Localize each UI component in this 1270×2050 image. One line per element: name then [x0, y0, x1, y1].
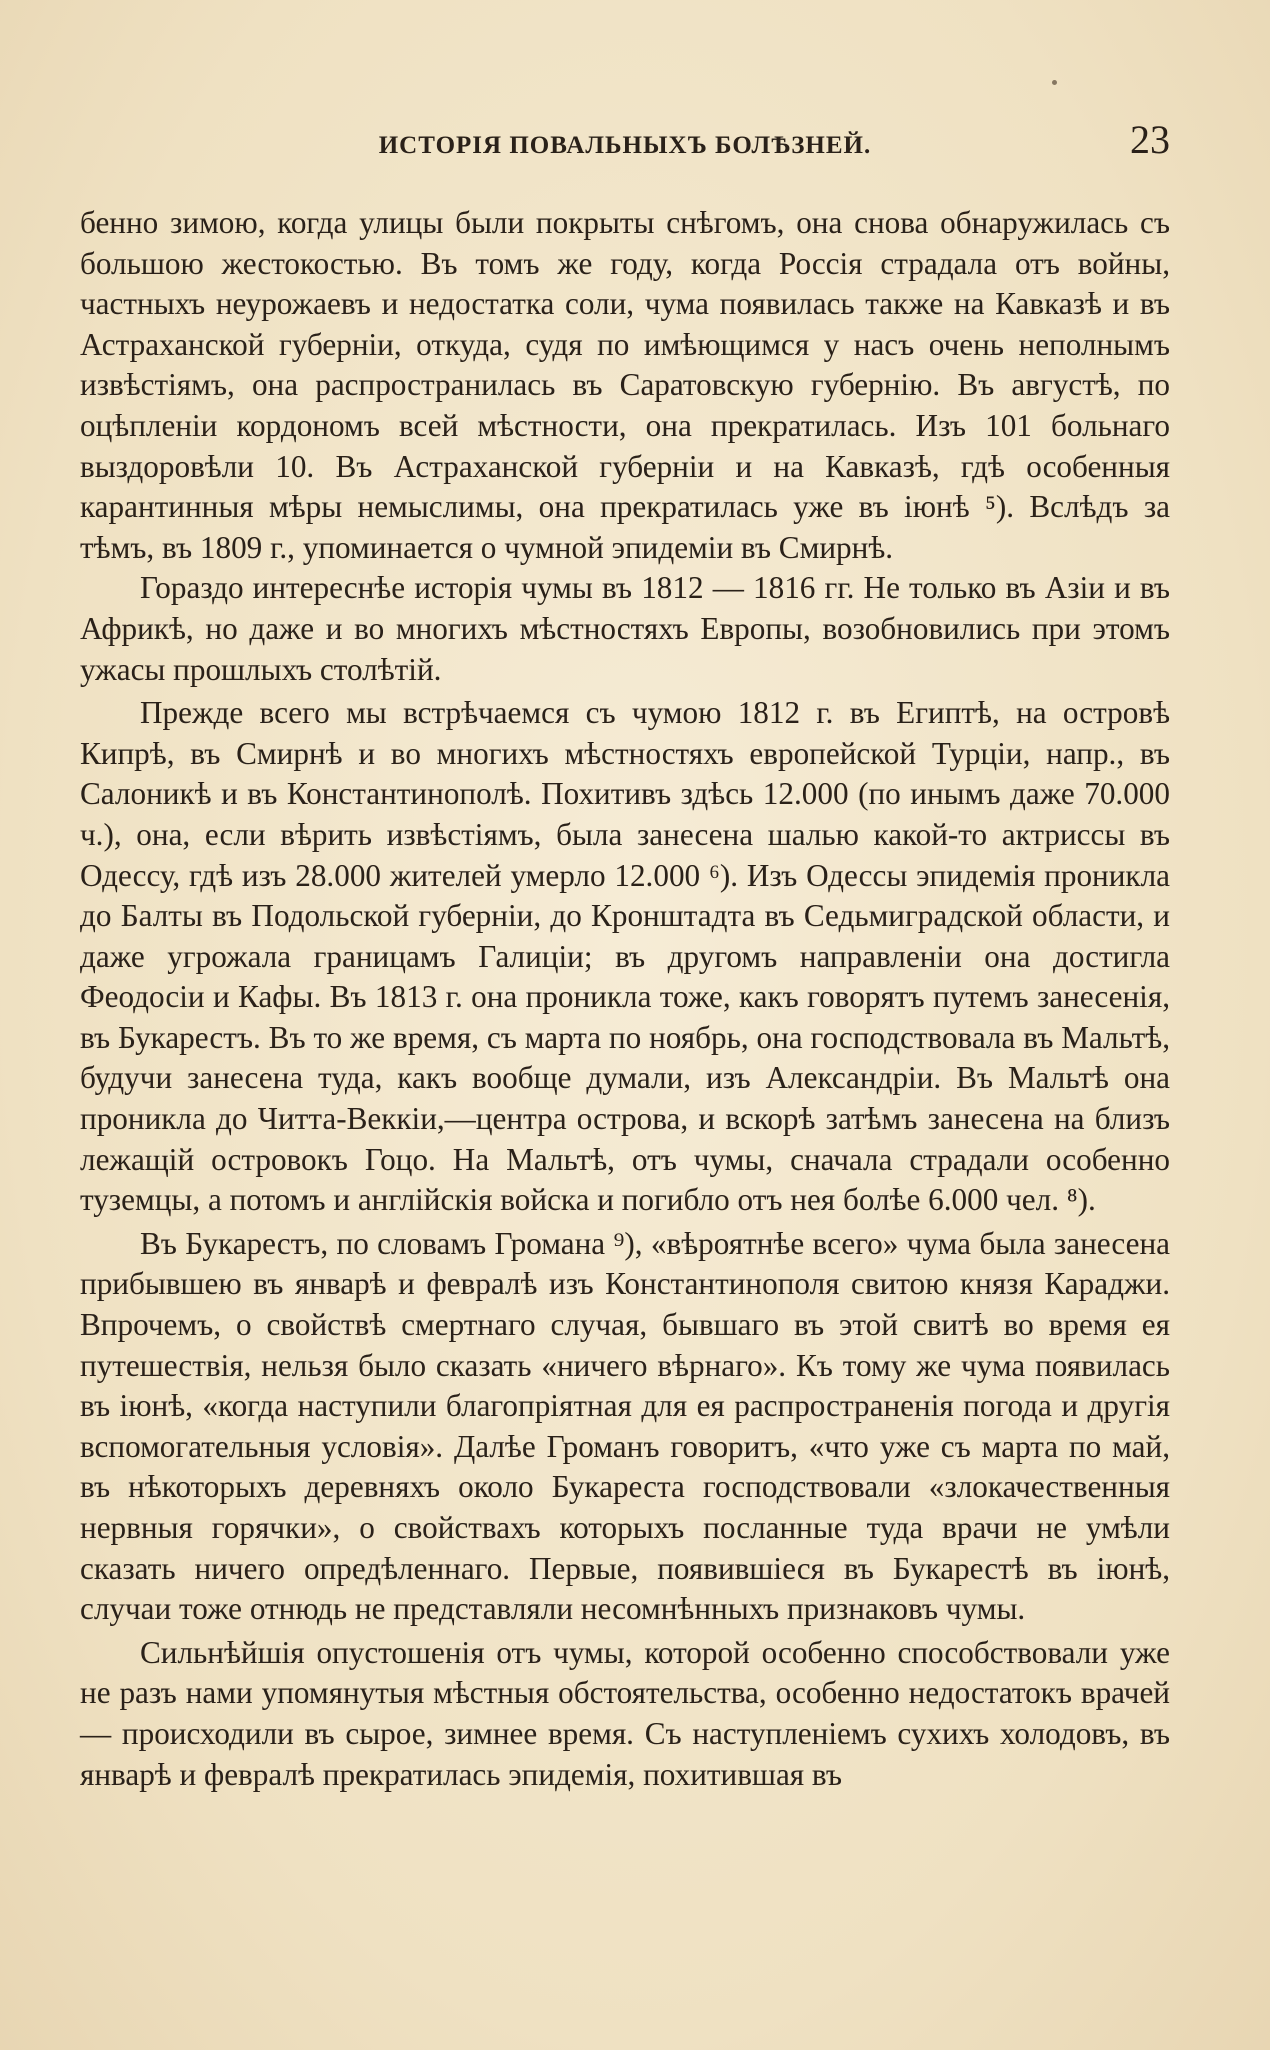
body-text: [80, 203, 1170, 1795]
paragraph: Прежде всего мы встрѣчаемся съ чумою 1812 г. въ Египтѣ, на островѣ Кипрѣ, въ Смирнѣ и во многихъ мѣстностяхъ европейской Турціи, напр., въ Салоникѣ и въ Константинополѣ. Похитивъ здѣсь 12.000 (по инымъ даже 70.000 ч.), она, если вѣрить извѣстіямъ, была занесена шалью какой-то актриссы въ Одессу, гдѣ изъ 28.000 жителей умерло 12.000 ⁶). Изъ Одессы эпидемія проникла до Балты въ Подольской губерніи, до Кронштадта въ Седьмиградской области, и даже угрожала границамъ Галиціи; въ другомъ направленіи она достигла Феодосіи и Кафы. Въ 1813 г. она проникла тоже, какъ говорятъ путемъ занесенія, въ Букарестъ. Въ то же время, съ марта по ноябрь, она господствовала въ Мальтѣ, будучи занесена туда, какъ вообще думали, изъ Александріи. Въ Мальтѣ она проникла до Читта-Веккіи,—центра острова, и вскорѣ затѣмъ занесена на близъ лежащій островокъ Гоцо. На Мальтѣ, отъ чумы, сначала страдали особенно туземцы, а потомъ и англійскія войска и погибло отъ нея болѣе 6.000 чел. ⁸).: [80, 695, 1170, 1218]
paragraph-continued: бенно зимою, когда улицы были покрыты снѣгомъ, она снова обнаружилась съ большою жестокостью. Въ томъ же году, когда Россія страдала отъ войны, частныхъ неурожаевъ и недостатка соли, чума появилась также на Кавказѣ и въ Астраханской губерніи, откуда, судя по имѣющимся у насъ очень неполнымъ извѣстіямъ, она распространилась въ Саратовскую губернію. Въ августѣ, по оцѣпленіи кордономъ всей мѣстности, она прекратилась. Изъ 101 больнаго выздоровѣли 10. Въ Астраханской губерніи и на Кавказѣ, гдѣ особенныя карантинныя мѣры немыслимы, она прекратилась уже въ іюнѣ ⁵). Вслѣдъ за тѣмъ, въ 1809 г., упоминается о чумной эпидеміи въ Смирнѣ.: [80, 205, 1170, 565]
paragraph: Въ Букарестъ, по словамъ Громана ⁹), «вѣроятнѣе всего» чума была занесена прибывшею въ январѣ и февралѣ изъ Константинополя свитою князя Караджи. Впрочемъ, о свойствѣ смертнаго случая, бывшаго въ этой свитѣ во время ея путешествія, нельзя было сказать «ничего вѣрнаго». Къ тому же чума появилась въ іюнѣ, «когда наступили благопріятная для ея распространенія погода и другія вспомогательныя условія». Далѣе Громанъ говоритъ, «что уже съ марта по май, въ нѣкоторыхъ деревняхъ около Букареста господствовали «злокачественныя нервныя горячки», о свойствахъ которыхъ посланные туда врачи не умѣли сказать ничего опредѣленнаго. Первые, появившіеся въ Букарестѣ въ іюнѣ, случаи тоже отнюдь не представляли несомнѣнныхъ признаковъ чумы.: [80, 1225, 1170, 1627]
page-header: [80, 112, 1170, 172]
paper-speck: [1052, 80, 1057, 85]
paragraph: Гораздо интереснѣе исторія чумы въ 1812 — 1816 гг. Не только въ Азіи и въ Африкѣ, но даже и во многихъ мѣстностяхъ Европы, возобновились при этомъ ужасы прошлыхъ столѣтій.: [80, 570, 1170, 687]
paragraph: Сильнѣйшія опустошенія отъ чумы, которой особенно способствовали уже не разъ нами упомянутыя мѣстныя обстоятельства, особенно недостатокъ врачей — происходили въ сырое, зимнее время. Съ наступленіемъ сухихъ холодовъ, въ январѣ и февралѣ прекратилась эпидемія, похитившая въ: [80, 1634, 1170, 1792]
page-number: 23: [1130, 117, 1170, 162]
running-title: ИСТОРІЯ ПОВАЛЬНЫХЪ БОЛѢЗНЕЙ.: [378, 132, 872, 159]
